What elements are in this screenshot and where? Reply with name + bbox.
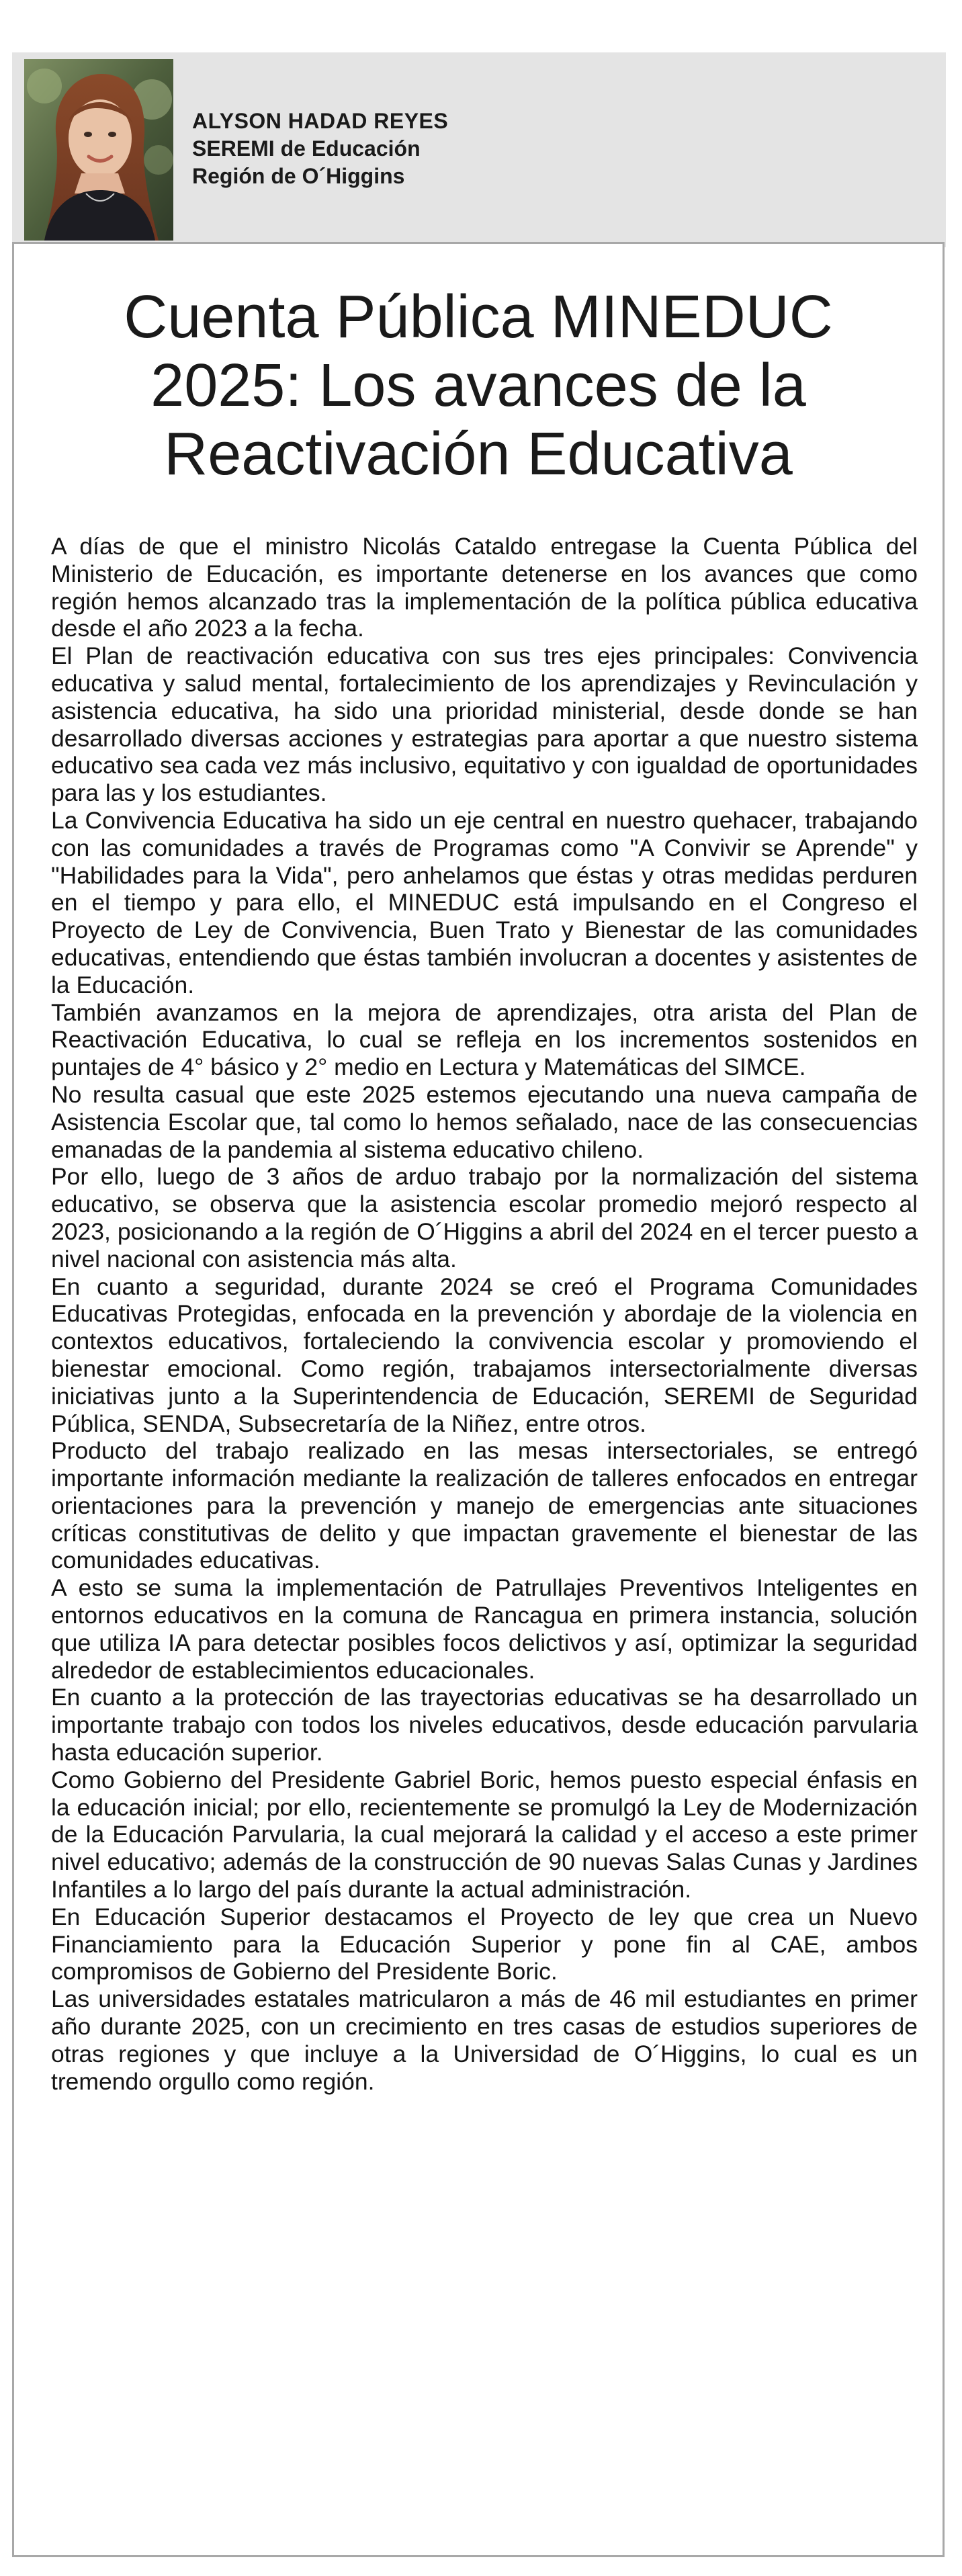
paragraph: En cuanto a seguridad, durante 2024 se creó el Programa Comunidades Educativas Protegidas, enfocada en la prevención y abordaje de la violencia en contextos educativos, fortaleciendo la convivencia escolar y promoviendo el bienestar emocional. Como región, trabajamos intersectorialmente diversas iniciativas junto a la Superintendencia de Educación, SEREMI de Seguridad Pública, SENDA, Subsecretaría de la Niñez, entre otros. [51,1273,918,1437]
author-role: SEREMI de Educación [192,136,421,161]
author-portrait-icon [24,59,173,241]
author-name: ALYSON HADAD REYES [192,109,449,133]
paragraph: Como Gobierno del Presidente Gabriel Boric, hemos puesto especial énfasis en la educación inicial; por ello, recientemente se promulgó la Ley de Modernización de la Educación Parvularia, la cual mejorará la calidad y el acceso a este primer nivel educativo; además de la construcción de 90 nuevas Salas Cunas y Jardines Infantiles a lo largo del país durante la actual administración. [51,1766,918,1903]
paragraph: En Educación Superior destacamos el Proyecto de ley que crea un Nuevo Financiamiento para la Educación Superior y pone fin al CAE, ambos compromisos de Gobierno del Presidente Boric. [51,1903,918,1985]
title-line: 2025: Los avances de la [150,352,806,419]
author-region: Región de O´Higgins [192,164,405,188]
paragraph: No resulta casual que este 2025 estemos ejecutando una nueva campaña de Asistencia Escolar que, tal como lo hemos señalado, nace de las consecuencias emanadas de la pandemia al sistema educativo chileno. [51,1080,918,1163]
paragraph: Producto del trabajo realizado en las mesas intersectoriales, se entregó importante información mediante la realización de talleres enfocados en entregar orientaciones para la prevención y manejo de emergencias ante situaciones críticas constitutivas de delito y que impactan gravemente el bienestar de las comunidades educativas. [51,1437,918,1574]
author-photo [24,59,173,241]
author-bar [12,52,946,247]
paragraph: En cuanto a la protección de las trayectorias educativas se ha desarrollado un importante trabajo con todos los niveles educativos, desde educación parvularia hasta educación superior. [51,1684,918,1766]
article-title [14,283,943,488]
article-box [12,242,945,2557]
article-body [51,533,918,2095]
title-line: Reactivación Educativa [164,421,793,488]
title-line: Cuenta Pública MINEDUC [124,284,833,351]
author-info [192,108,448,190]
paragraph: Por ello, luego de 3 años de arduo trabajo por la normalización del sistema educativo, se observa que la asistencia escolar promedio mejoró respecto al 2023, posicionando a la región de O´Higgins a abril del 2024 en el tercer puesto a nivel nacional con asistencia más alta. [51,1163,918,1273]
paragraph: El Plan de reactivación educativa con sus tres ejes principales: Convivencia educativa y salud mental, fortalecimiento de los aprendizajes y Revinculación y asistencia educativa, ha sido una prioridad ministerial, desde donde se han desarrollado diversas acciones y estrategias para aportar a que nuestro sistema educativo sea cada vez más inclusivo, equitativo y con igualdad de oportunidades para las y los estudiantes. [51,642,918,807]
paragraph: A esto se suma la implementación de Patrullajes Preventivos Inteligentes en entornos educativos en la comuna de Rancagua en primera instancia, solución que utiliza IA para detectar posibles focos delictivos y así, optimizar la seguridad alrededor de establecimientos educacionales. [51,1574,918,1684]
paragraph: A días de que el ministro Nicolás Cataldo entregase la Cuenta Pública del Ministerio de Educación, es importante detenerse en los avances que como región hemos alcanzado tras la implementación de la política pública educativa desde el año 2023 a la fecha. [51,533,918,642]
paragraph: La Convivencia Educativa ha sido un eje central en nuestro quehacer, trabajando con las comunidades a través de Programas como "A Convivir se Aprende" y "Habilidades para la Vida", pero anhelamos que éstas y otras medidas perduren en el tiempo y para ello, el MINEDUC está impulsando en el Congreso el Proyecto de Ley de Convivencia, Buen Trato y Bienestar de las comunidades educativas, entendiendo que éstas también involucran a docentes y asistentes de la Educación. [51,806,918,998]
paragraph: Las universidades estatales matricularon a más de 46 mil estudiantes en primer año durante 2025, con un crecimiento en tres casas de estudios superiores de otras regiones y que incluye a la Universidad de O´Higgins, lo cual es un tremendo orgullo como región. [51,1985,918,2095]
paragraph: También avanzamos en la mejora de aprendizajes, otra arista del Plan de Reactivación Educativa, lo cual se refleja en los incrementos sostenidos en puntajes de 4° básico y 2° medio en Lectura y Matemáticas del SIMCE. [51,998,918,1081]
